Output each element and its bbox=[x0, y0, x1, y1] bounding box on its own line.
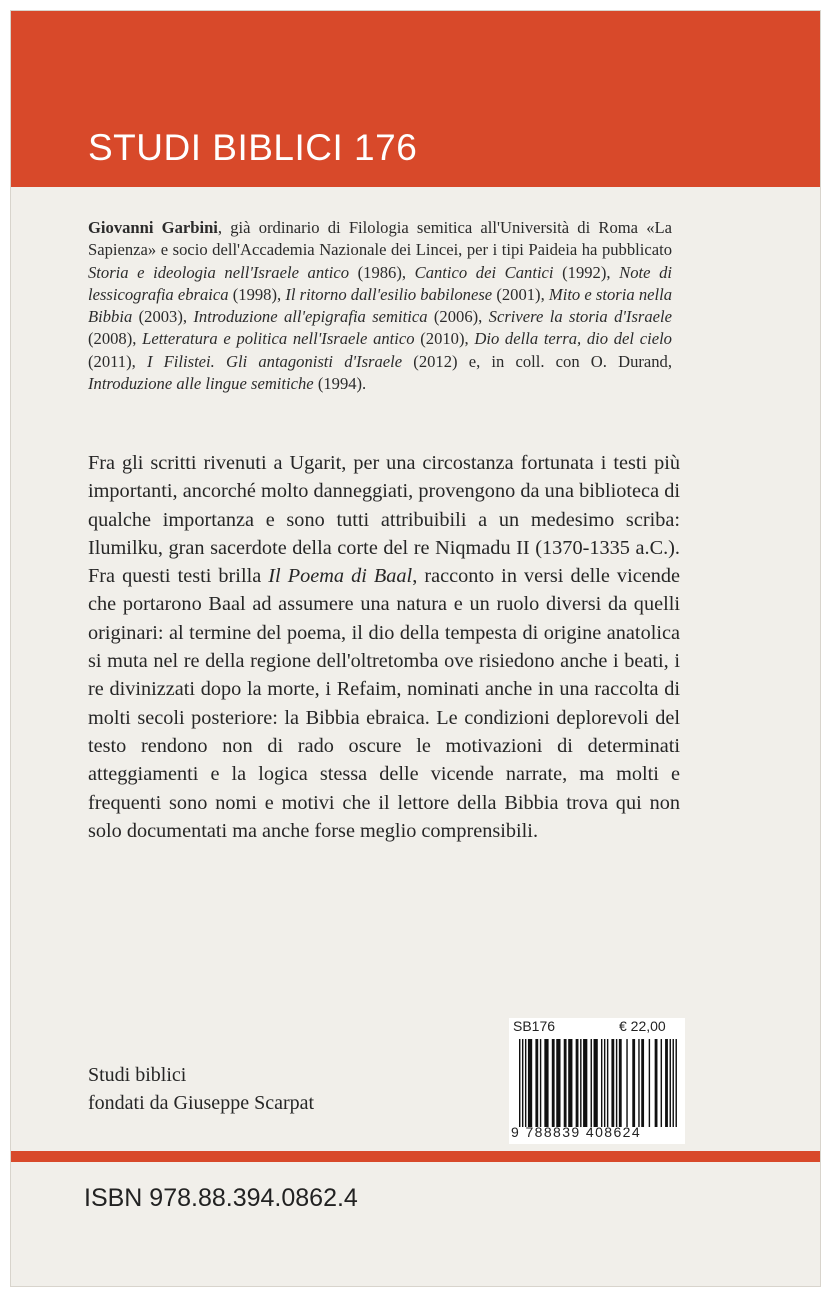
text-run: , racconto in versi delle vicende che portarono Baal ad assumere una natura e un ruolo diversi da quelli originari: al termine del poema, il dio della tempesta di origine anatolica si muta nel re della regione dell'oltretomba ove risiedono anche i beati, i re divinizzati dopo la morte, i Refaim, nominati anche in una raccolta di molti secoli posteriore: la Bibbia ebraica. Le condizioni deplorevoli del testo rendono non di rado oscure le motivazioni di determinati atteggiamenti e la logica stessa delle vicende narrate, ma molti e frequenti sono nomi e motivi che il lettore della Bibbia trova qui non solo documentati ma anche forse meglio comprensibili. bbox=[88, 565, 680, 842]
text-run: (1986), bbox=[349, 262, 415, 282]
barcode-bar bbox=[673, 1039, 674, 1127]
barcode-bar bbox=[676, 1039, 677, 1127]
barcode-bar bbox=[638, 1039, 639, 1127]
author-bio bbox=[88, 217, 672, 395]
barcode-bar bbox=[632, 1039, 635, 1127]
title-reference: Storia e ideologia nell'Israele antico bbox=[88, 262, 350, 282]
barcode-bar bbox=[607, 1039, 608, 1127]
barcode-bar bbox=[665, 1039, 668, 1127]
barcode-bar bbox=[591, 1039, 592, 1127]
barcode-bar bbox=[655, 1039, 658, 1127]
text-run: , già ordinario di Filologia semitica all'Università di Roma «La Sapienza» e socio dell'Accademia Nazionale dei Lincei, per i tipi Paideia ha pubblicato bbox=[88, 218, 673, 260]
text-run: (2003), bbox=[132, 307, 194, 327]
text-run: (2010), bbox=[414, 329, 475, 349]
text-run: (1992), bbox=[553, 262, 620, 282]
accent-rule bbox=[11, 1151, 820, 1162]
title-reference: Letteratura e politica nell'Israele antico bbox=[142, 329, 415, 349]
barcode-bar bbox=[594, 1039, 598, 1127]
title-reference: Introduzione alle lingue semitiche bbox=[88, 374, 314, 394]
barcode-bar bbox=[544, 1039, 548, 1127]
barcode-bar bbox=[670, 1039, 671, 1127]
text-run: (2006), bbox=[427, 307, 489, 327]
text-run: (2001), bbox=[492, 284, 549, 304]
barcode-bar bbox=[604, 1039, 605, 1127]
book-description bbox=[88, 449, 680, 845]
text-run: (2008), bbox=[88, 329, 143, 349]
barcode-bar bbox=[519, 1039, 520, 1127]
author-name: Giovanni Garbini bbox=[88, 218, 218, 237]
title-reference: Il ritorno dall'esilio babilonese bbox=[285, 284, 493, 304]
barcode-bar bbox=[564, 1039, 567, 1127]
barcode-bar bbox=[626, 1039, 627, 1127]
isbn: ISBN 978.88.394.0862.4 bbox=[84, 1184, 358, 1212]
barcode-bar bbox=[619, 1039, 622, 1127]
title-reference: Note di lessicografia ebraica bbox=[88, 262, 672, 304]
barcode-bar bbox=[616, 1039, 617, 1127]
barcode-bar bbox=[611, 1039, 614, 1127]
barcode-bar bbox=[535, 1039, 538, 1127]
title-reference: Il Poema di Baal bbox=[268, 565, 413, 588]
barcode-bar bbox=[641, 1039, 644, 1127]
barcode-bar bbox=[580, 1039, 581, 1127]
text-run: (1994). bbox=[313, 374, 367, 394]
title-reference: Scrivere la storia d'Israele bbox=[488, 307, 673, 327]
barcode-bar bbox=[528, 1039, 532, 1127]
barcode-bar bbox=[568, 1039, 572, 1127]
title-reference: I Filistei. Gli antagonisti d'Israele bbox=[146, 351, 403, 371]
series-title: STUDI BIBLICI 176 bbox=[88, 127, 418, 168]
barcode-bar bbox=[522, 1039, 523, 1127]
barcode bbox=[519, 1039, 677, 1127]
barcode-bar bbox=[576, 1039, 579, 1127]
barcode-bar bbox=[583, 1039, 587, 1127]
text-run: (2011), bbox=[88, 351, 147, 371]
barcode-bar bbox=[601, 1039, 602, 1127]
barcode-bar bbox=[552, 1039, 555, 1127]
text-run: (1998), bbox=[228, 284, 286, 304]
barcode-bar bbox=[661, 1039, 662, 1127]
series-founder: fondati da Giuseppe Scarpat bbox=[88, 1092, 315, 1114]
title-reference: Cantico dei Cantici bbox=[414, 262, 554, 282]
text-run: Fra gli scritti rivenuti a Ugarit, per una circostanza fortunata i testi più importanti, ancorché molto danneggiati, provengono da una biblioteca di qualche importanza e sono tutti attribuibili a un medesimo scriba: Ilumilku, gran sacerdote della corte del re Niqmadu II (1370-1335 a.C.). Fra questi testi brilla bbox=[88, 452, 680, 588]
title-reference: Mito e storia nella Bibbia bbox=[88, 284, 672, 327]
title-reference: Dio della terra, dio del cielo bbox=[474, 329, 672, 349]
barcode-bar bbox=[649, 1039, 650, 1127]
text-run: (2012) e, in coll. con O. Durand, bbox=[402, 351, 673, 371]
price: € 22,00 bbox=[619, 1018, 666, 1034]
barcode-bar bbox=[540, 1039, 541, 1127]
barcode-bar bbox=[556, 1039, 560, 1127]
barcode-digits: 9 788839 408624 bbox=[511, 1124, 641, 1140]
series-code: SB176 bbox=[513, 1018, 556, 1034]
book-back-cover bbox=[11, 11, 820, 1286]
barcode-bar bbox=[525, 1039, 526, 1127]
title-reference: Introduzione all'epigrafia semitica bbox=[193, 307, 428, 327]
series-name: Studi biblici bbox=[88, 1064, 187, 1086]
